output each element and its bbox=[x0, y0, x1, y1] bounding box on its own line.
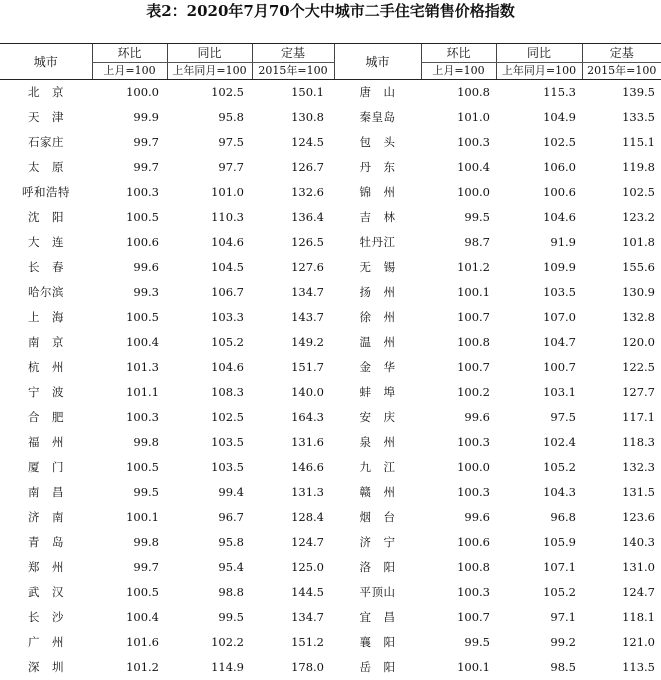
mom-value-left: 100.5 bbox=[126, 210, 159, 224]
yoy-value-right: 98.5 bbox=[550, 660, 576, 674]
table-row bbox=[0, 630, 661, 655]
table-row bbox=[0, 280, 661, 305]
header-city-right: 城市 bbox=[334, 44, 421, 80]
base-value-right: 113.5 bbox=[622, 660, 655, 674]
mom-value-right: 100.3 bbox=[457, 485, 490, 499]
mom-value-right: 99.5 bbox=[464, 635, 490, 649]
city-cell-right: 宜 昌 bbox=[359, 610, 396, 624]
header-yoy-left: 同比 bbox=[167, 44, 252, 63]
base-value-left: 134.7 bbox=[291, 610, 324, 624]
base-value-right: 115.1 bbox=[622, 135, 655, 149]
mom-value-right: 100.3 bbox=[457, 585, 490, 599]
city-cell-left: 天 津 bbox=[28, 110, 64, 124]
table-row bbox=[0, 605, 661, 630]
mom-value-left: 101.6 bbox=[126, 635, 159, 649]
city-cell-left: 长 沙 bbox=[28, 610, 64, 624]
base-value-left: 151.2 bbox=[291, 635, 324, 649]
yoy-value-right: 105.2 bbox=[543, 585, 576, 599]
mom-value-left: 99.9 bbox=[133, 110, 159, 124]
mom-value-left: 100.3 bbox=[126, 185, 159, 199]
yoy-value-right: 102.5 bbox=[543, 135, 576, 149]
mom-value-right: 100.8 bbox=[457, 560, 490, 574]
city-cell-left: 石家庄 bbox=[28, 135, 64, 149]
header-city-left: 城市 bbox=[0, 44, 92, 80]
mom-value-left: 100.4 bbox=[126, 335, 159, 349]
header-base-right: 定基 bbox=[582, 44, 661, 63]
yoy-value-right: 106.0 bbox=[543, 160, 576, 174]
yoy-value-right: 100.6 bbox=[543, 185, 576, 199]
base-value-left: 164.3 bbox=[291, 410, 324, 424]
city-cell-left: 上 海 bbox=[28, 310, 64, 324]
table-row bbox=[0, 655, 661, 680]
city-cell-left: 哈尔滨 bbox=[28, 285, 64, 299]
table-row bbox=[0, 105, 661, 130]
base-value-right: 101.8 bbox=[622, 235, 655, 249]
mom-value-left: 99.5 bbox=[133, 485, 159, 499]
mom-value-right: 100.3 bbox=[457, 435, 490, 449]
city-cell-left: 南 京 bbox=[28, 335, 64, 349]
city-cell-right: 徐 州 bbox=[359, 310, 396, 324]
mom-value-left: 99.7 bbox=[133, 560, 159, 574]
yoy-value-left: 110.3 bbox=[211, 210, 244, 224]
city-cell-right: 岳 阳 bbox=[359, 660, 396, 674]
city-cell-right: 无 锡 bbox=[359, 260, 396, 274]
table-row bbox=[0, 380, 661, 405]
mom-value-right: 100.8 bbox=[457, 335, 490, 349]
table-row bbox=[0, 580, 661, 605]
mom-value-right: 98.7 bbox=[464, 235, 490, 249]
mom-value-left: 99.7 bbox=[133, 135, 159, 149]
mom-value-right: 99.5 bbox=[464, 210, 490, 224]
city-cell-left: 呼和浩特 bbox=[22, 185, 70, 199]
yoy-value-left: 97.7 bbox=[218, 160, 244, 174]
header-base-left: 定基 bbox=[252, 44, 334, 63]
base-value-left: 151.7 bbox=[291, 360, 324, 374]
yoy-value-left: 103.5 bbox=[211, 435, 244, 449]
base-value-left: 128.4 bbox=[291, 510, 324, 524]
mom-value-right: 101.2 bbox=[457, 260, 490, 274]
mom-value-right: 100.0 bbox=[457, 460, 490, 474]
yoy-value-left: 95.8 bbox=[218, 110, 244, 124]
city-cell-right: 赣 州 bbox=[359, 485, 396, 499]
yoy-value-right: 102.4 bbox=[543, 435, 576, 449]
mom-value-right: 100.1 bbox=[457, 660, 490, 674]
base-value-left: 131.3 bbox=[291, 485, 324, 499]
table-title: 表2：2020年7月70个大中城市二手住宅销售价格指数 bbox=[146, 2, 515, 20]
city-cell-right: 牡丹江 bbox=[359, 235, 396, 249]
yoy-value-left: 106.7 bbox=[211, 285, 244, 299]
table-row bbox=[0, 255, 661, 280]
city-cell-left: 南 昌 bbox=[28, 485, 64, 499]
table-row bbox=[0, 505, 661, 530]
base-value-right: 121.0 bbox=[622, 635, 655, 649]
yoy-value-left: 104.6 bbox=[211, 235, 244, 249]
header-base-sub-right: 2015年=100 bbox=[582, 63, 661, 80]
base-value-left: 126.7 bbox=[291, 160, 324, 174]
base-value-right: 118.1 bbox=[622, 610, 655, 624]
table-row bbox=[0, 530, 661, 555]
city-cell-left: 济 南 bbox=[28, 510, 64, 524]
yoy-value-left: 102.5 bbox=[211, 410, 244, 424]
table-row bbox=[0, 205, 661, 230]
city-cell-right: 锦 州 bbox=[359, 185, 396, 199]
yoy-value-right: 105.9 bbox=[543, 535, 576, 549]
mom-value-left: 100.4 bbox=[126, 610, 159, 624]
mom-value-left: 99.7 bbox=[133, 160, 159, 174]
mom-value-left: 100.0 bbox=[126, 85, 159, 99]
city-cell-right: 丹 东 bbox=[359, 160, 396, 174]
mom-value-right: 100.1 bbox=[457, 285, 490, 299]
city-cell-left: 青 岛 bbox=[28, 535, 64, 549]
base-value-left: 124.7 bbox=[291, 535, 324, 549]
base-value-left: 131.6 bbox=[291, 435, 324, 449]
base-value-right: 123.6 bbox=[622, 510, 655, 524]
mom-value-right: 100.7 bbox=[457, 310, 490, 324]
yoy-value-left: 104.5 bbox=[211, 260, 244, 274]
base-value-left: 150.1 bbox=[291, 85, 324, 99]
table-row bbox=[0, 555, 661, 580]
base-value-left: 144.5 bbox=[291, 585, 324, 599]
yoy-value-left: 99.5 bbox=[218, 610, 244, 624]
base-value-right: 131.5 bbox=[622, 485, 655, 499]
yoy-value-right: 103.5 bbox=[543, 285, 576, 299]
city-cell-left: 武 汉 bbox=[28, 585, 64, 599]
mom-value-left: 100.5 bbox=[126, 460, 159, 474]
base-value-right: 124.7 bbox=[622, 585, 655, 599]
base-value-left: 130.8 bbox=[291, 110, 324, 124]
table-row bbox=[0, 80, 661, 106]
mom-value-right: 101.0 bbox=[457, 110, 490, 124]
yoy-value-left: 95.4 bbox=[218, 560, 244, 574]
base-value-left: 132.6 bbox=[291, 185, 324, 199]
base-value-right: 132.3 bbox=[622, 460, 655, 474]
base-value-right: 140.3 bbox=[622, 535, 655, 549]
city-cell-left: 厦 门 bbox=[28, 460, 64, 474]
base-value-left: 126.5 bbox=[291, 235, 324, 249]
city-cell-right: 烟 台 bbox=[359, 510, 396, 524]
yoy-value-left: 104.6 bbox=[211, 360, 244, 374]
city-cell-right: 秦皇岛 bbox=[359, 110, 396, 124]
table-row bbox=[0, 455, 661, 480]
base-value-right: 102.5 bbox=[622, 185, 655, 199]
base-value-right: 130.9 bbox=[622, 285, 655, 299]
mom-value-left: 101.1 bbox=[126, 385, 159, 399]
mom-value-left: 100.6 bbox=[126, 235, 159, 249]
mom-value-right: 100.8 bbox=[457, 85, 490, 99]
table-row bbox=[0, 480, 661, 505]
city-cell-left: 福 州 bbox=[28, 435, 64, 449]
base-value-left: 149.2 bbox=[291, 335, 324, 349]
price-index-table bbox=[0, 43, 661, 680]
base-value-left: 140.0 bbox=[291, 385, 324, 399]
table-row bbox=[0, 180, 661, 205]
base-value-right: 122.5 bbox=[622, 360, 655, 374]
city-cell-left: 宁 波 bbox=[28, 385, 64, 399]
header-base-sub-left: 2015年=100 bbox=[252, 63, 334, 80]
yoy-value-left: 95.8 bbox=[218, 535, 244, 549]
yoy-value-right: 96.8 bbox=[550, 510, 576, 524]
city-cell-right: 济 宁 bbox=[359, 535, 396, 549]
yoy-value-right: 103.1 bbox=[543, 385, 576, 399]
base-value-left: 143.7 bbox=[291, 310, 324, 324]
table-row bbox=[0, 130, 661, 155]
yoy-value-right: 104.7 bbox=[543, 335, 576, 349]
yoy-value-right: 97.5 bbox=[550, 410, 576, 424]
base-value-right: 155.6 bbox=[622, 260, 655, 274]
yoy-value-right: 115.3 bbox=[543, 85, 576, 99]
city-cell-right: 泉 州 bbox=[359, 435, 396, 449]
base-value-left: 125.0 bbox=[291, 560, 324, 574]
city-cell-left: 郑 州 bbox=[28, 560, 64, 574]
base-value-right: 117.1 bbox=[622, 410, 655, 424]
table-row bbox=[0, 330, 661, 355]
base-value-left: 178.0 bbox=[291, 660, 324, 674]
yoy-value-right: 107.0 bbox=[543, 310, 576, 324]
mom-value-left: 101.2 bbox=[126, 660, 159, 674]
mom-value-left: 99.6 bbox=[133, 260, 159, 274]
base-value-left: 146.6 bbox=[291, 460, 324, 474]
mom-value-right: 100.2 bbox=[457, 385, 490, 399]
mom-value-left: 100.5 bbox=[126, 310, 159, 324]
mom-value-right: 100.3 bbox=[457, 135, 490, 149]
city-cell-left: 杭 州 bbox=[28, 360, 64, 374]
yoy-value-left: 102.5 bbox=[211, 85, 244, 99]
city-cell-right: 包 头 bbox=[359, 135, 396, 149]
header-yoy-right: 同比 bbox=[496, 44, 582, 63]
yoy-value-right: 100.7 bbox=[543, 360, 576, 374]
yoy-value-left: 98.8 bbox=[218, 585, 244, 599]
mom-value-right: 100.7 bbox=[457, 360, 490, 374]
base-value-right: 139.5 bbox=[622, 85, 655, 99]
yoy-value-left: 105.2 bbox=[211, 335, 244, 349]
city-cell-left: 沈 阳 bbox=[28, 210, 64, 224]
base-value-right: 132.8 bbox=[622, 310, 655, 324]
city-cell-left: 合 肥 bbox=[28, 410, 64, 424]
mom-value-left: 99.8 bbox=[133, 535, 159, 549]
city-cell-right: 九 江 bbox=[359, 460, 396, 474]
base-value-left: 127.6 bbox=[291, 260, 324, 274]
city-cell-right: 蚌 埠 bbox=[359, 385, 396, 399]
mom-value-right: 100.4 bbox=[457, 160, 490, 174]
yoy-value-right: 91.9 bbox=[550, 235, 576, 249]
city-cell-right: 平顶山 bbox=[359, 585, 396, 599]
mom-value-left: 100.1 bbox=[126, 510, 159, 524]
yoy-value-left: 101.0 bbox=[211, 185, 244, 199]
yoy-value-left: 99.4 bbox=[218, 485, 244, 499]
mom-value-right: 100.7 bbox=[457, 610, 490, 624]
yoy-value-left: 97.5 bbox=[218, 135, 244, 149]
city-cell-left: 大 连 bbox=[28, 235, 64, 249]
base-value-right: 120.0 bbox=[622, 335, 655, 349]
table-row bbox=[0, 230, 661, 255]
yoy-value-right: 104.9 bbox=[543, 110, 576, 124]
yoy-value-right: 105.2 bbox=[543, 460, 576, 474]
base-value-right: 127.7 bbox=[622, 385, 655, 399]
base-value-right: 123.2 bbox=[622, 210, 655, 224]
city-cell-right: 襄 阳 bbox=[359, 635, 396, 649]
header-yoy-sub-left: 上年同月=100 bbox=[167, 63, 252, 80]
city-cell-right: 温 州 bbox=[359, 335, 396, 349]
yoy-value-right: 99.2 bbox=[550, 635, 576, 649]
city-cell-left: 广 州 bbox=[28, 635, 64, 649]
yoy-value-left: 103.5 bbox=[211, 460, 244, 474]
city-cell-right: 安 庆 bbox=[359, 410, 396, 424]
city-cell-right: 吉 林 bbox=[359, 210, 396, 224]
city-cell-right: 扬 州 bbox=[359, 285, 396, 299]
mom-value-left: 100.5 bbox=[126, 585, 159, 599]
table-row bbox=[0, 155, 661, 180]
header-mom-left: 环比 bbox=[92, 44, 167, 63]
mom-value-left: 101.3 bbox=[126, 360, 159, 374]
yoy-value-right: 104.3 bbox=[543, 485, 576, 499]
city-cell-right: 唐 山 bbox=[359, 85, 396, 99]
table-row bbox=[0, 355, 661, 380]
mom-value-right: 100.0 bbox=[457, 185, 490, 199]
yoy-value-left: 102.2 bbox=[211, 635, 244, 649]
base-value-right: 119.8 bbox=[622, 160, 655, 174]
base-value-right: 118.3 bbox=[622, 435, 655, 449]
city-cell-right: 金 华 bbox=[359, 360, 396, 374]
mom-value-left: 100.3 bbox=[126, 410, 159, 424]
yoy-value-right: 107.1 bbox=[543, 560, 576, 574]
base-value-right: 133.5 bbox=[622, 110, 655, 124]
table-row bbox=[0, 405, 661, 430]
yoy-value-left: 114.9 bbox=[211, 660, 244, 674]
mom-value-right: 99.6 bbox=[464, 510, 490, 524]
yoy-value-right: 97.1 bbox=[550, 610, 576, 624]
base-value-left: 136.4 bbox=[291, 210, 324, 224]
base-value-right: 131.0 bbox=[622, 560, 655, 574]
base-value-left: 124.5 bbox=[291, 135, 324, 149]
yoy-value-left: 108.3 bbox=[211, 385, 244, 399]
yoy-value-right: 109.9 bbox=[543, 260, 576, 274]
city-cell-left: 北 京 bbox=[28, 85, 64, 99]
city-cell-right: 洛 阳 bbox=[359, 560, 396, 574]
mom-value-right: 99.6 bbox=[464, 410, 490, 424]
mom-value-left: 99.3 bbox=[133, 285, 159, 299]
yoy-value-left: 96.7 bbox=[218, 510, 244, 524]
mom-value-left: 99.8 bbox=[133, 435, 159, 449]
city-cell-left: 深 圳 bbox=[28, 660, 64, 674]
header-mom-sub-right: 上月=100 bbox=[421, 63, 496, 80]
table-row bbox=[0, 305, 661, 330]
yoy-value-right: 104.6 bbox=[543, 210, 576, 224]
header-mom-right: 环比 bbox=[421, 44, 496, 63]
city-cell-left: 长 春 bbox=[28, 260, 64, 274]
base-value-left: 134.7 bbox=[291, 285, 324, 299]
table-row bbox=[0, 430, 661, 455]
header-yoy-sub-right: 上年同月=100 bbox=[496, 63, 582, 80]
city-cell-left: 太 原 bbox=[28, 160, 64, 174]
mom-value-right: 100.6 bbox=[457, 535, 490, 549]
header-mom-sub-left: 上月=100 bbox=[92, 63, 167, 80]
yoy-value-left: 103.3 bbox=[211, 310, 244, 324]
